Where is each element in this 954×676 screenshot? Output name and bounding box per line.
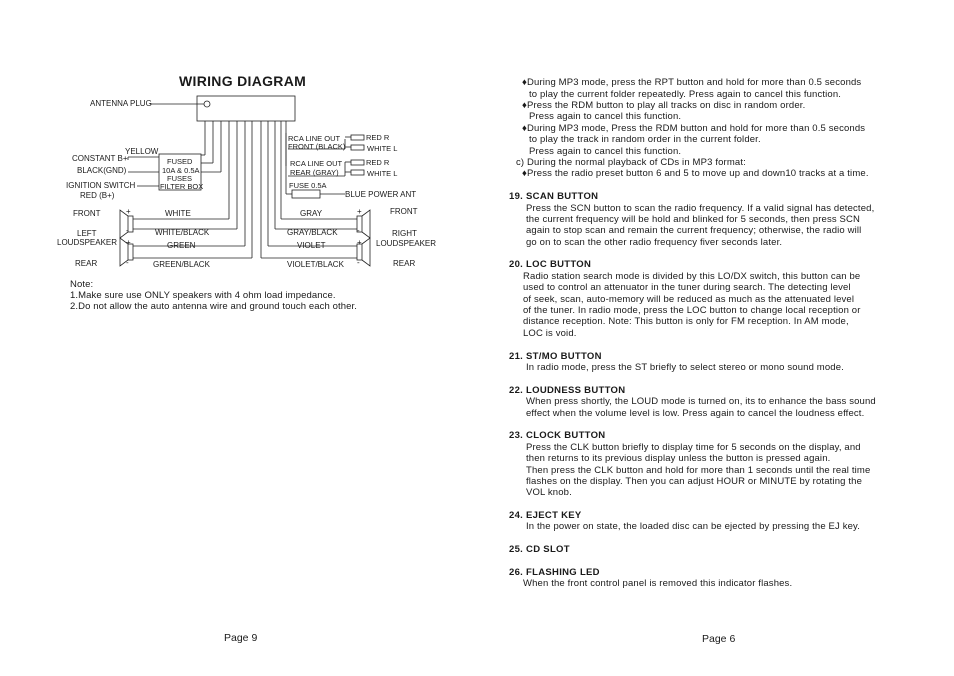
section-heading: 24. EJECT KEY	[509, 510, 582, 521]
section-line: Press the SCN button to scan the radio frequency. If a valid signal has detected,	[526, 203, 875, 214]
intro-line: ♦During MP3 mode, Press the RDM button and hold for more than 0.5 seconds	[522, 123, 866, 134]
section-line: used to control an attenuator in the tuner during search. The detecting level	[523, 282, 851, 293]
section-line: Radio station search mode is divided by this LO/DX switch, this button can be	[523, 271, 861, 282]
polarity-plus-rr: +	[357, 238, 362, 247]
label-black-gnd: BLACK(GND)	[77, 166, 127, 175]
label-rear-left: REAR	[75, 259, 98, 268]
label-front-right: FRONT	[390, 207, 418, 216]
label-filter-box: FILTER BOX	[160, 182, 204, 191]
wire-label-violet: VIOLET	[297, 241, 326, 250]
section-heading: 22. LOUDNESS BUTTON	[509, 385, 626, 396]
polarity-minus-fr: -	[357, 226, 360, 235]
label-right: RIGHT	[392, 229, 417, 238]
label-left: LEFT	[77, 229, 97, 238]
section-heading: 23. CLOCK BUTTON	[509, 430, 606, 441]
label-ignition-switch: IGNITION SWITCH	[66, 181, 136, 190]
section-heading: 25. CD SLOT	[509, 544, 570, 555]
section-line: the current frequency will be hold and blinked for 5 seconds, then press SCN	[526, 214, 861, 225]
wire-label-gray-black: GRAY/BLACK	[287, 228, 338, 237]
section-line: VOL knob.	[526, 487, 572, 498]
label-red-r-front: RED R	[366, 133, 390, 142]
section-line: In the power on state, the loaded disc can be ejected by pressing the EJ key.	[526, 521, 861, 532]
note-1: 1.Make sure use ONLY speakers with 4 ohm load impedance.	[70, 290, 336, 301]
section-line: then returns to its previous display unless the button is pressed again.	[526, 453, 831, 464]
section-line: When the front control panel is removed this indicator flashes.	[523, 578, 793, 589]
section-line: flashes on the display. Then you can adjust HOUR or MINUTE by rotating the	[526, 476, 863, 487]
label-fuse-05a: FUSE 0.5A	[289, 181, 327, 190]
section-line: Then press the CLK button and hold for more than 1 seconds until the real time	[526, 465, 871, 476]
label-loudspeaker-left: LOUDSPEAKER	[57, 238, 118, 247]
section-line: again to stop scan and remain the current frequency; otherwise, the radio will	[526, 225, 862, 236]
polarity-plus-fl: +	[126, 207, 131, 216]
label-fuse-rating: 10A & 0.5A	[162, 166, 200, 175]
wire-label-violet-black: VIOLET/BLACK	[287, 260, 344, 269]
polarity-minus-rr: -	[357, 258, 360, 267]
wire-label-white: WHITE	[165, 209, 191, 218]
section-heading: 26. FLASHING LED	[509, 567, 600, 578]
wiring-diagram-title: WIRING DIAGRAM	[179, 73, 307, 89]
section-line: of the tuner. In radio mode, press the LOC button to change local reception or	[523, 305, 861, 316]
section-line: LOC is void.	[523, 328, 577, 339]
label-front-black: FRONT (BLACK)	[288, 142, 346, 151]
label-red-b: RED (B+)	[80, 191, 115, 200]
label-blue-power-ant: BLUE POWER ANT	[345, 190, 417, 199]
label-white-l-rear: WHITE L	[367, 169, 398, 178]
label-red-r-rear: RED R	[366, 158, 390, 167]
section-line: effect when the volume level is low. Press again to cancel the loudness effect.	[526, 408, 865, 419]
label-white-l-front: WHITE L	[367, 144, 398, 153]
wire-label-green-black: GREEN/BLACK	[153, 260, 210, 269]
note-title: Note:	[70, 279, 94, 290]
section-heading: 19. SCAN BUTTON	[509, 191, 599, 202]
label-rca-line-out-rear: RCA LINE OUT	[290, 159, 343, 168]
section-line: distance reception. Note: This button is only for FM reception. In AM mode,	[523, 316, 849, 327]
polarity-plus-fr: +	[357, 207, 362, 216]
intro-line: Press again to cancel this function.	[529, 111, 682, 122]
label-antenna-plug: ANTENNA PLUG	[90, 99, 152, 108]
section-line: go on to scan the other radio frequency fiver seconds later.	[526, 237, 783, 248]
page-number-left: Page 9	[224, 632, 258, 644]
wire-label-gray: GRAY	[300, 209, 323, 218]
intro-line: ♦Press the RDM button to play all tracks on disc in random order.	[522, 100, 806, 111]
intro-line: ♦Press the radio preset button 6 and 5 to move up and down10 tracks at a time.	[522, 168, 869, 179]
section-heading: 21. ST/MO BUTTON	[509, 351, 602, 362]
section-heading: 20. LOC BUTTON	[509, 259, 592, 270]
intro-line: ♦During MP3 mode, press the RPT button and hold for more than 0.5 seconds	[522, 77, 862, 88]
section-line: When press shortly, the LOUD mode is turned on, its to enhance the bass sound	[526, 396, 876, 407]
label-rca-line-out-front: RCA LINE OUT	[288, 134, 341, 143]
section-line: In radio mode, press the ST briefly to select stereo or mono sound mode.	[526, 362, 844, 373]
polarity-minus-rl: -	[126, 258, 129, 267]
label-yellow: YELLOW	[125, 147, 159, 156]
polarity-minus-fl: -	[126, 226, 129, 235]
label-fuses: FUSES	[167, 174, 193, 183]
intro-line: to play the current folder repeatedly. Press again to cancel this function.	[529, 89, 842, 100]
label-loudspeaker-right: LOUDSPEAKER	[376, 239, 437, 248]
label-front-left: FRONT	[73, 209, 101, 218]
antenna-plug-icon	[204, 101, 210, 107]
label-constant-b: CONSTANT B+	[72, 154, 128, 163]
wire-label-green: GREEN	[167, 241, 196, 250]
label-rear-gray: REAR (GRAY)	[290, 168, 339, 177]
section-line: of seek, scan, auto-memory will be reduced as much as the attenuated level	[523, 294, 855, 305]
page-number-right: Page 6	[702, 633, 736, 645]
label-rear-right: REAR	[393, 259, 416, 268]
note-2: 2.Do not allow the auto antenna wire and ground touch each other.	[70, 301, 357, 312]
intro-line: to play the track in random order in the current folder.	[529, 134, 761, 145]
polarity-plus-rl: +	[126, 238, 131, 247]
intro-line: c) During the normal playback of CDs in MP3 format:	[516, 157, 746, 168]
intro-line: Press again to cancel this function.	[529, 146, 682, 157]
section-line: Press the CLK button briefly to display time for 5 seconds on the display, and	[526, 442, 861, 453]
label-fused: FUSED	[167, 157, 193, 166]
wire-label-white-black: WHITE/BLACK	[155, 228, 210, 237]
